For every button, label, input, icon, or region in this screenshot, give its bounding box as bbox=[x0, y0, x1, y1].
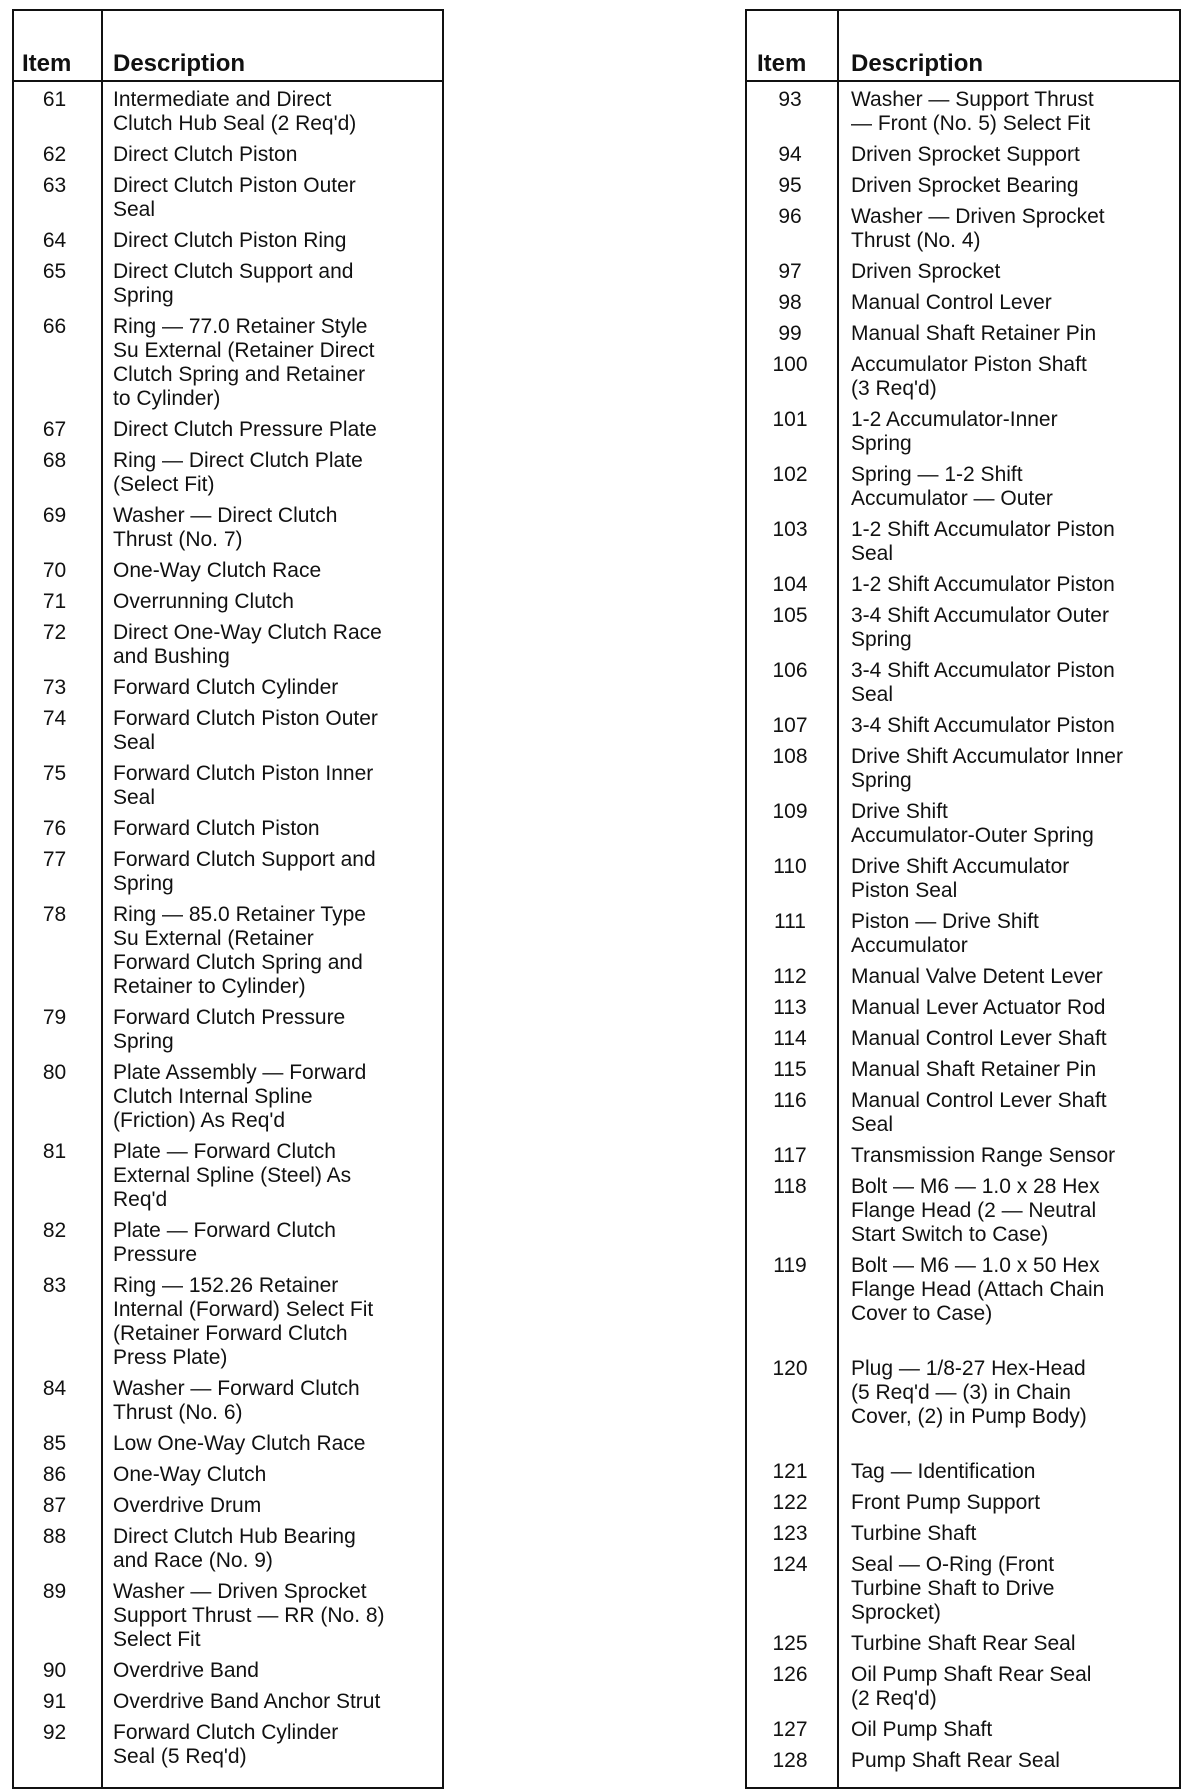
item-description: Forward Clutch Pressure Spring bbox=[113, 1006, 346, 1053]
table-row bbox=[747, 1663, 1179, 1711]
item-number: 96 bbox=[778, 205, 802, 228]
table-row bbox=[747, 353, 1179, 401]
item-number: 106 bbox=[772, 659, 808, 682]
table-row bbox=[747, 1460, 1179, 1484]
table-header bbox=[747, 11, 1179, 82]
column-divider bbox=[837, 11, 839, 1787]
item-number: 66 bbox=[42, 315, 67, 338]
item-number: 95 bbox=[778, 174, 802, 197]
table-row bbox=[747, 322, 1179, 346]
item-description: Plate — Forward Clutch Pressure bbox=[113, 1219, 336, 1266]
table-row bbox=[747, 1058, 1179, 1082]
table-row bbox=[14, 1580, 442, 1652]
table-row bbox=[14, 1463, 442, 1487]
item-description: Manual Control Lever bbox=[851, 291, 1052, 314]
table-row bbox=[14, 1690, 442, 1714]
item-description: Piston — Drive Shift Accumulator bbox=[851, 910, 1039, 957]
table-row bbox=[747, 463, 1179, 511]
item-description: Overrunning Clutch bbox=[113, 590, 294, 613]
item-number: 82 bbox=[42, 1219, 67, 1242]
table-body bbox=[747, 82, 1179, 1773]
item-number: 62 bbox=[42, 143, 67, 166]
item-number: 111 bbox=[774, 910, 806, 933]
table-row bbox=[747, 143, 1179, 167]
item-number: 61 bbox=[42, 88, 67, 111]
table-row bbox=[14, 762, 442, 810]
table-row bbox=[747, 1522, 1179, 1546]
table-row bbox=[14, 1219, 442, 1267]
item-number: 99 bbox=[778, 322, 802, 345]
item-number: 104 bbox=[772, 573, 808, 596]
item-description: Manual Lever Actuator Rod bbox=[851, 996, 1106, 1019]
item-description: Oil Pump Shaft bbox=[851, 1718, 993, 1741]
table-row bbox=[14, 621, 442, 669]
table-row bbox=[14, 676, 442, 700]
table-row bbox=[747, 1089, 1179, 1137]
item-number: 63 bbox=[42, 174, 67, 197]
item-number: 127 bbox=[772, 1718, 808, 1741]
table-row bbox=[14, 1140, 442, 1212]
item-number: 80 bbox=[42, 1061, 67, 1084]
table-row bbox=[747, 1749, 1179, 1773]
item-number: 83 bbox=[42, 1274, 67, 1297]
item-column-header: Item bbox=[757, 50, 807, 77]
item-description: Forward Clutch Piston Outer Seal bbox=[113, 707, 378, 754]
item-number: 88 bbox=[42, 1525, 67, 1548]
table-row bbox=[14, 817, 442, 841]
column-divider bbox=[101, 11, 103, 1787]
item-description: Washer — Forward Clutch Thrust (No. 6) bbox=[113, 1377, 360, 1424]
item-description: Bolt — M6 — 1.0 x 50 Hex Flange Head (Attach Chain Cover to Case) bbox=[851, 1254, 1105, 1325]
item-description: 3-4 Shift Accumulator Piston Seal bbox=[851, 659, 1115, 706]
table-row bbox=[14, 1061, 442, 1133]
table-row bbox=[14, 848, 442, 896]
item-description: Manual Valve Detent Lever bbox=[851, 965, 1103, 988]
table-row bbox=[747, 855, 1179, 903]
item-number: 107 bbox=[772, 714, 808, 737]
item-description: Direct Clutch Pressure Plate bbox=[113, 418, 377, 441]
item-number: 119 bbox=[773, 1254, 807, 1277]
item-description: Overdrive Band bbox=[113, 1659, 259, 1682]
table-row bbox=[747, 745, 1179, 793]
item-number: 128 bbox=[772, 1749, 808, 1772]
table-row bbox=[14, 903, 442, 999]
item-description: Plug — 1/8-27 Hex-Head (5 Req'd — (3) in Chain Cover, (2) in Pump Body) bbox=[851, 1357, 1087, 1428]
item-description: Ring — 85.0 Retainer Type Su External (Retainer Forward Clutch Spring and Retainer to Cylinder) bbox=[113, 903, 366, 998]
item-description: Manual Shaft Retainer Pin bbox=[851, 322, 1097, 345]
item-description: Intermediate and Direct Clutch Hub Seal (2 Req'd) bbox=[113, 88, 357, 135]
item-description: Bolt — M6 — 1.0 x 28 Hex Flange Head (2 — Neutral Start Switch to Case) bbox=[851, 1175, 1100, 1246]
item-description: One-Way Clutch Race bbox=[113, 559, 322, 582]
item-number: 86 bbox=[42, 1463, 67, 1486]
table-row bbox=[747, 800, 1179, 848]
table-row bbox=[747, 1491, 1179, 1515]
table-row bbox=[14, 559, 442, 583]
item-description: Washer — Driven Sprocket Thrust (No. 4) bbox=[851, 205, 1105, 252]
table-row bbox=[747, 1254, 1179, 1326]
parts-table-right bbox=[745, 9, 1181, 1789]
item-description: Overdrive Band Anchor Strut bbox=[113, 1690, 381, 1713]
item-number: 101 bbox=[772, 408, 808, 431]
item-number: 97 bbox=[778, 260, 802, 283]
item-number: 71 bbox=[42, 590, 67, 613]
item-description: Manual Shaft Retainer Pin bbox=[851, 1058, 1097, 1081]
item-description: Direct Clutch Support and Spring bbox=[113, 260, 354, 307]
item-number: 94 bbox=[778, 143, 802, 166]
table-row bbox=[747, 1553, 1179, 1625]
item-number: 122 bbox=[772, 1491, 808, 1514]
item-number: 64 bbox=[42, 229, 67, 252]
table-row bbox=[14, 1006, 442, 1054]
item-number: 76 bbox=[42, 817, 67, 840]
item-number: 75 bbox=[42, 762, 67, 785]
table-row bbox=[14, 1721, 442, 1769]
item-number: 109 bbox=[772, 800, 808, 823]
item-number: 121 bbox=[772, 1460, 808, 1483]
item-description: 1-2 Shift Accumulator Piston Seal bbox=[851, 518, 1115, 565]
table-row bbox=[747, 1144, 1179, 1168]
table-row bbox=[14, 590, 442, 614]
parts-table-left bbox=[12, 9, 444, 1789]
item-description: Oil Pump Shaft Rear Seal (2 Req'd) bbox=[851, 1663, 1092, 1710]
item-description: Direct Clutch Hub Bearing and Race (No. 9) bbox=[113, 1525, 356, 1572]
item-number: 69 bbox=[42, 504, 67, 527]
item-number: 124 bbox=[772, 1553, 808, 1576]
item-description: Drive Shift Accumulator-Outer Spring bbox=[851, 800, 1094, 847]
table-row bbox=[747, 573, 1179, 597]
item-description: Drive Shift Accumulator Piston Seal bbox=[851, 855, 1070, 902]
item-number: 74 bbox=[42, 707, 67, 730]
item-number: 126 bbox=[772, 1663, 808, 1686]
table-row bbox=[14, 174, 442, 222]
item-number: 105 bbox=[772, 604, 808, 627]
item-number: 114 bbox=[773, 1027, 807, 1050]
table-row bbox=[14, 1659, 442, 1683]
item-description: One-Way Clutch bbox=[113, 1463, 267, 1486]
item-number: 113 bbox=[773, 996, 807, 1019]
item-description: Driven Sprocket bbox=[851, 260, 1001, 283]
item-description: Forward Clutch Cylinder Seal (5 Req'd) bbox=[113, 1721, 339, 1768]
item-description: Turbine Shaft bbox=[851, 1522, 977, 1545]
table-row bbox=[14, 229, 442, 253]
table-row bbox=[747, 604, 1179, 652]
table-row bbox=[747, 260, 1179, 284]
item-description: Direct Clutch Piston Outer Seal bbox=[113, 174, 356, 221]
item-description: Low One-Way Clutch Race bbox=[113, 1432, 366, 1455]
item-description: 1-2 Accumulator-Inner Spring bbox=[851, 408, 1058, 455]
table-row bbox=[747, 910, 1179, 958]
item-description: 3-4 Shift Accumulator Outer Spring bbox=[851, 604, 1109, 651]
item-description: Direct One-Way Clutch Race and Bushing bbox=[113, 621, 382, 668]
item-number: 116 bbox=[773, 1089, 807, 1112]
item-number: 123 bbox=[772, 1522, 808, 1545]
table-header bbox=[14, 11, 442, 82]
item-description: Seal — O-Ring (Front Turbine Shaft to Drive Sprocket) bbox=[851, 1553, 1055, 1624]
item-number: 92 bbox=[42, 1721, 67, 1744]
item-description: Ring — 77.0 Retainer Style Su External (Retainer Direct Clutch Spring and Retainer to Cylinder) bbox=[113, 315, 375, 410]
item-description: Turbine Shaft Rear Seal bbox=[851, 1632, 1076, 1655]
table-row bbox=[747, 1357, 1179, 1429]
item-number: 67 bbox=[42, 418, 67, 441]
item-number: 77 bbox=[42, 848, 67, 871]
item-description: Pump Shaft Rear Seal bbox=[851, 1749, 1060, 1772]
item-number: 108 bbox=[772, 745, 808, 768]
item-number: 79 bbox=[42, 1006, 67, 1029]
item-description: Drive Shift Accumulator Inner Spring bbox=[851, 745, 1123, 792]
item-description: Direct Clutch Piston Ring bbox=[113, 229, 347, 252]
item-number: 120 bbox=[772, 1357, 808, 1380]
item-description: Driven Sprocket Bearing bbox=[851, 174, 1079, 197]
item-description: Plate Assembly — Forward Clutch Internal Spline (Friction) As Req'd bbox=[113, 1061, 367, 1132]
item-number: 125 bbox=[772, 1632, 808, 1655]
item-description: 1-2 Shift Accumulator Piston bbox=[851, 573, 1115, 596]
item-number: 118 bbox=[773, 1175, 807, 1198]
item-description: Washer — Support Thrust — Front (No. 5) Select Fit bbox=[851, 88, 1094, 135]
item-number: 81 bbox=[42, 1140, 67, 1163]
item-number: 85 bbox=[42, 1432, 67, 1455]
table-body bbox=[14, 82, 442, 1769]
table-row bbox=[747, 88, 1179, 136]
item-number: 112 bbox=[773, 965, 807, 988]
item-number: 91 bbox=[42, 1690, 67, 1713]
table-row bbox=[747, 1632, 1179, 1656]
item-column-header: Item bbox=[22, 50, 72, 77]
item-number: 103 bbox=[772, 518, 808, 541]
item-description: Front Pump Support bbox=[851, 1491, 1041, 1514]
table-row bbox=[14, 1377, 442, 1425]
item-description: Transmission Range Sensor bbox=[851, 1144, 1116, 1167]
item-description: Overdrive Drum bbox=[113, 1494, 262, 1517]
description-column-header: Description bbox=[113, 50, 246, 77]
item-description: Forward Clutch Cylinder bbox=[113, 676, 339, 699]
table-row bbox=[14, 1494, 442, 1518]
table-row bbox=[747, 518, 1179, 566]
table-row bbox=[747, 174, 1179, 198]
item-number: 72 bbox=[42, 621, 67, 644]
table-row bbox=[747, 408, 1179, 456]
item-description: Plate — Forward Clutch External Spline (Steel) As Req'd bbox=[113, 1140, 352, 1211]
item-description: Direct Clutch Piston bbox=[113, 143, 298, 166]
table-row bbox=[14, 143, 442, 167]
table-row bbox=[747, 1718, 1179, 1742]
item-number: 73 bbox=[42, 676, 67, 699]
table-row bbox=[747, 996, 1179, 1020]
item-number: 115 bbox=[773, 1058, 807, 1081]
item-number: 65 bbox=[42, 260, 67, 283]
item-number: 90 bbox=[42, 1659, 67, 1682]
item-description: Spring — 1-2 Shift Accumulator — Outer bbox=[851, 463, 1053, 510]
item-description: Driven Sprocket Support bbox=[851, 143, 1080, 166]
item-description: Washer — Driven Sprocket Support Thrust — RR (No. 8) Select Fit bbox=[113, 1580, 385, 1651]
item-description: Manual Control Lever Shaft Seal bbox=[851, 1089, 1107, 1136]
item-number: 93 bbox=[778, 88, 802, 111]
table-row bbox=[747, 1027, 1179, 1051]
item-description: Forward Clutch Support and Spring bbox=[113, 848, 376, 895]
table-row bbox=[14, 1525, 442, 1573]
item-description: Ring — Direct Clutch Plate (Select Fit) bbox=[113, 449, 363, 496]
table-row bbox=[14, 707, 442, 755]
table-row bbox=[747, 1175, 1179, 1247]
item-number: 98 bbox=[778, 291, 802, 314]
item-description: Washer — Direct Clutch Thrust (No. 7) bbox=[113, 504, 338, 551]
table-row bbox=[747, 965, 1179, 989]
item-number: 68 bbox=[42, 449, 67, 472]
item-number: 102 bbox=[772, 463, 808, 486]
table-row bbox=[14, 1432, 442, 1456]
item-description: Tag — Identification bbox=[851, 1460, 1036, 1483]
item-description: 3-4 Shift Accumulator Piston bbox=[851, 714, 1115, 737]
item-description: Accumulator Piston Shaft (3 Req'd) bbox=[851, 353, 1087, 400]
item-number: 100 bbox=[772, 353, 808, 376]
item-number: 87 bbox=[42, 1494, 67, 1517]
table-row bbox=[14, 418, 442, 442]
table-row bbox=[747, 714, 1179, 738]
item-number: 78 bbox=[42, 903, 67, 926]
item-description: Ring — 152.26 Retainer Internal (Forward) Select Fit (Retainer Forward Clutch Press Plate) bbox=[113, 1274, 374, 1369]
item-description: Manual Control Lever Shaft bbox=[851, 1027, 1107, 1050]
item-number: 110 bbox=[773, 855, 807, 878]
table-row bbox=[747, 291, 1179, 315]
item-number: 117 bbox=[773, 1144, 807, 1167]
item-description: Forward Clutch Piston bbox=[113, 817, 320, 840]
table-row bbox=[747, 659, 1179, 707]
description-column-header: Description bbox=[851, 50, 984, 77]
table-row bbox=[14, 449, 442, 497]
table-row bbox=[14, 1274, 442, 1370]
table-row bbox=[747, 205, 1179, 253]
item-number: 70 bbox=[42, 559, 67, 582]
item-number: 89 bbox=[42, 1580, 67, 1603]
item-number: 84 bbox=[42, 1377, 67, 1400]
table-row bbox=[14, 88, 442, 136]
table-row bbox=[14, 315, 442, 411]
table-row bbox=[14, 504, 442, 552]
table-row bbox=[14, 260, 442, 308]
item-description: Forward Clutch Piston Inner Seal bbox=[113, 762, 374, 809]
